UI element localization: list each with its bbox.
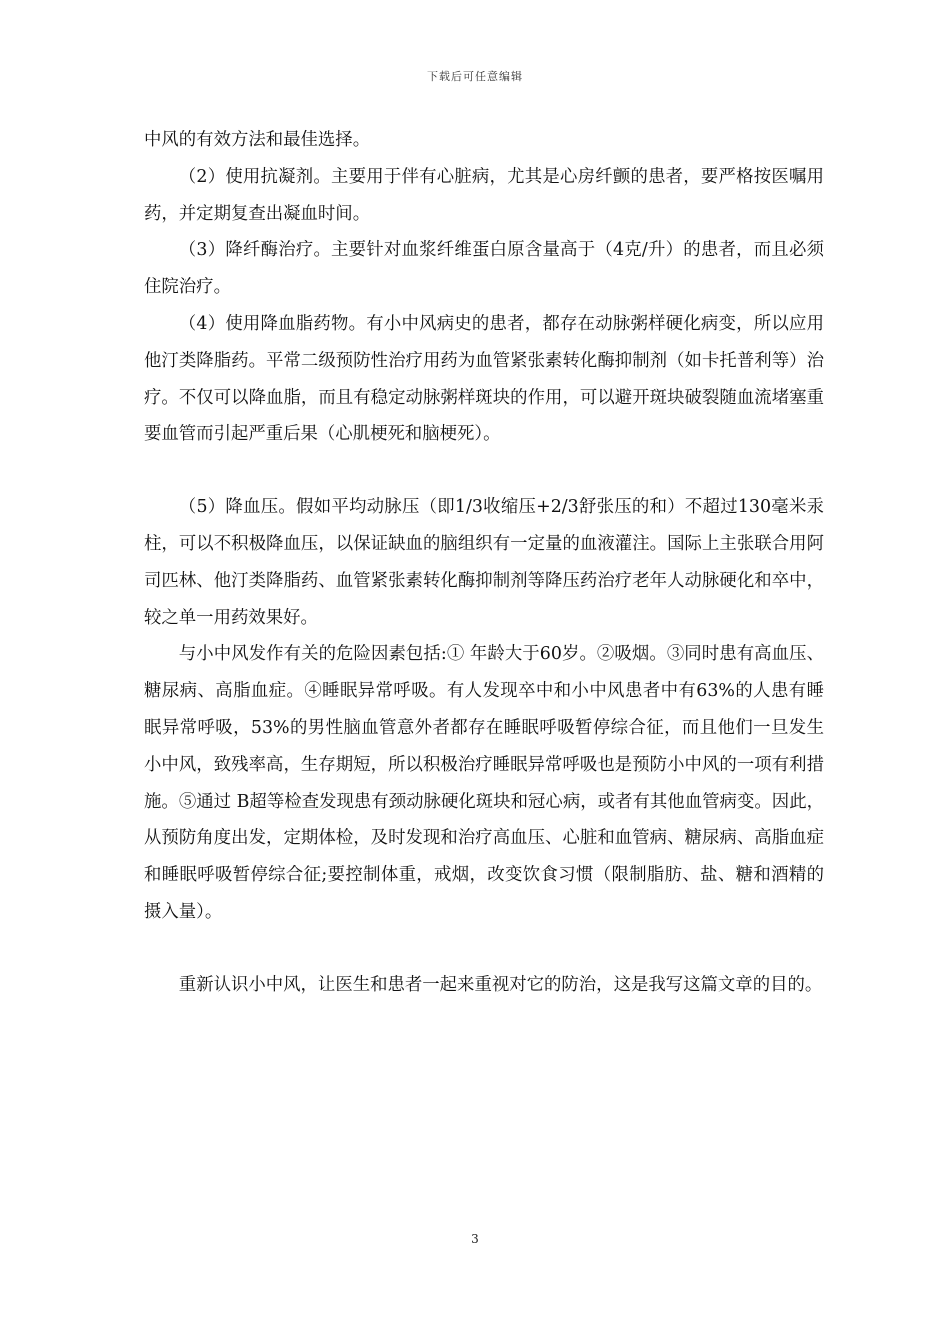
- paragraph-risk-factors: 与小中风发作有关的危险因素包括:① 年龄大于60岁。②吸烟。③同时患有高血压、糖尿病、高脂血症。④睡眠异常呼吸。有人发现卒中和小中风患者中有63%的人患有睡眠异常呼吸，53%的男性脑血管意外者都存在睡眠呼吸暂停综合征，而且他们一旦发生小中风，致残率高，生存期短，所以积极治疗睡眠异常呼吸也是预防小中风的一项有利措施。⑤通过 B超等检查发现患有颈动脉硬化斑块和冠心病，或者有其他血管病变。因此，从预防角度出发，定期体检，及时发现和治疗高血压、心脏和血管病、糖尿病、高脂血症和睡眠呼吸暂停综合征;要控制体重，戒烟，改变饮食习惯（限制脂肪、盐、糖和酒精的摄入量）。: [144, 644, 824, 922]
- paragraph-continuation: 中风的有效方法和最佳选择。: [144, 130, 371, 150]
- paragraph-defibrase: （3）降纤酶治疗。主要针对血浆纤维蛋白原含量高于（4克/升）的患者，而且必须住院治疗。: [144, 240, 824, 298]
- page-header: 下载后可任意编辑: [427, 70, 523, 83]
- paragraph-anticoagulant: （2）使用抗凝剂。主要用于伴有心脏病，尤其是心房纤颤的患者，要严格按医嘱用药，并定期复查出凝血时间。: [144, 166, 824, 224]
- paragraph-blood-pressure: （5）降血压。假如平均动脉压（即1/3收缩压+2/3舒张压的和）不超过130毫米汞柱，可以不积极降血压，以保证缺血的脑组织有一定量的血液灌注。国际上主张联合用阿司匹林、他汀类降脂药、血管紧张素转化酶抑制剂等降压药治疗老年人动脉硬化和卒中，较之单一用药效果好。: [144, 497, 824, 628]
- paragraph-conclusion: 重新认识小中风，让医生和患者一起来重视对它的防治，这是我写这篇文章的目的。: [178, 974, 823, 995]
- paragraph-lipid-lowering: （4）使用降血脂药物。有小中风病史的患者，都存在动脉粥样硬化病变，所以应用他汀类降脂药。平常二级预防性治疗用药为血管紧张素转化酶抑制剂（如卡托普利等）治疗。不仅可以降血脂，而且有稳定动脉粥样斑块的作用，可以避开斑块破裂随血流堵塞重要血管而引起严重后果（心肌梗死和脑梗死）。: [144, 313, 824, 445]
- page-number: 3: [471, 1232, 479, 1246]
- document-body: [144, 122, 824, 1004]
